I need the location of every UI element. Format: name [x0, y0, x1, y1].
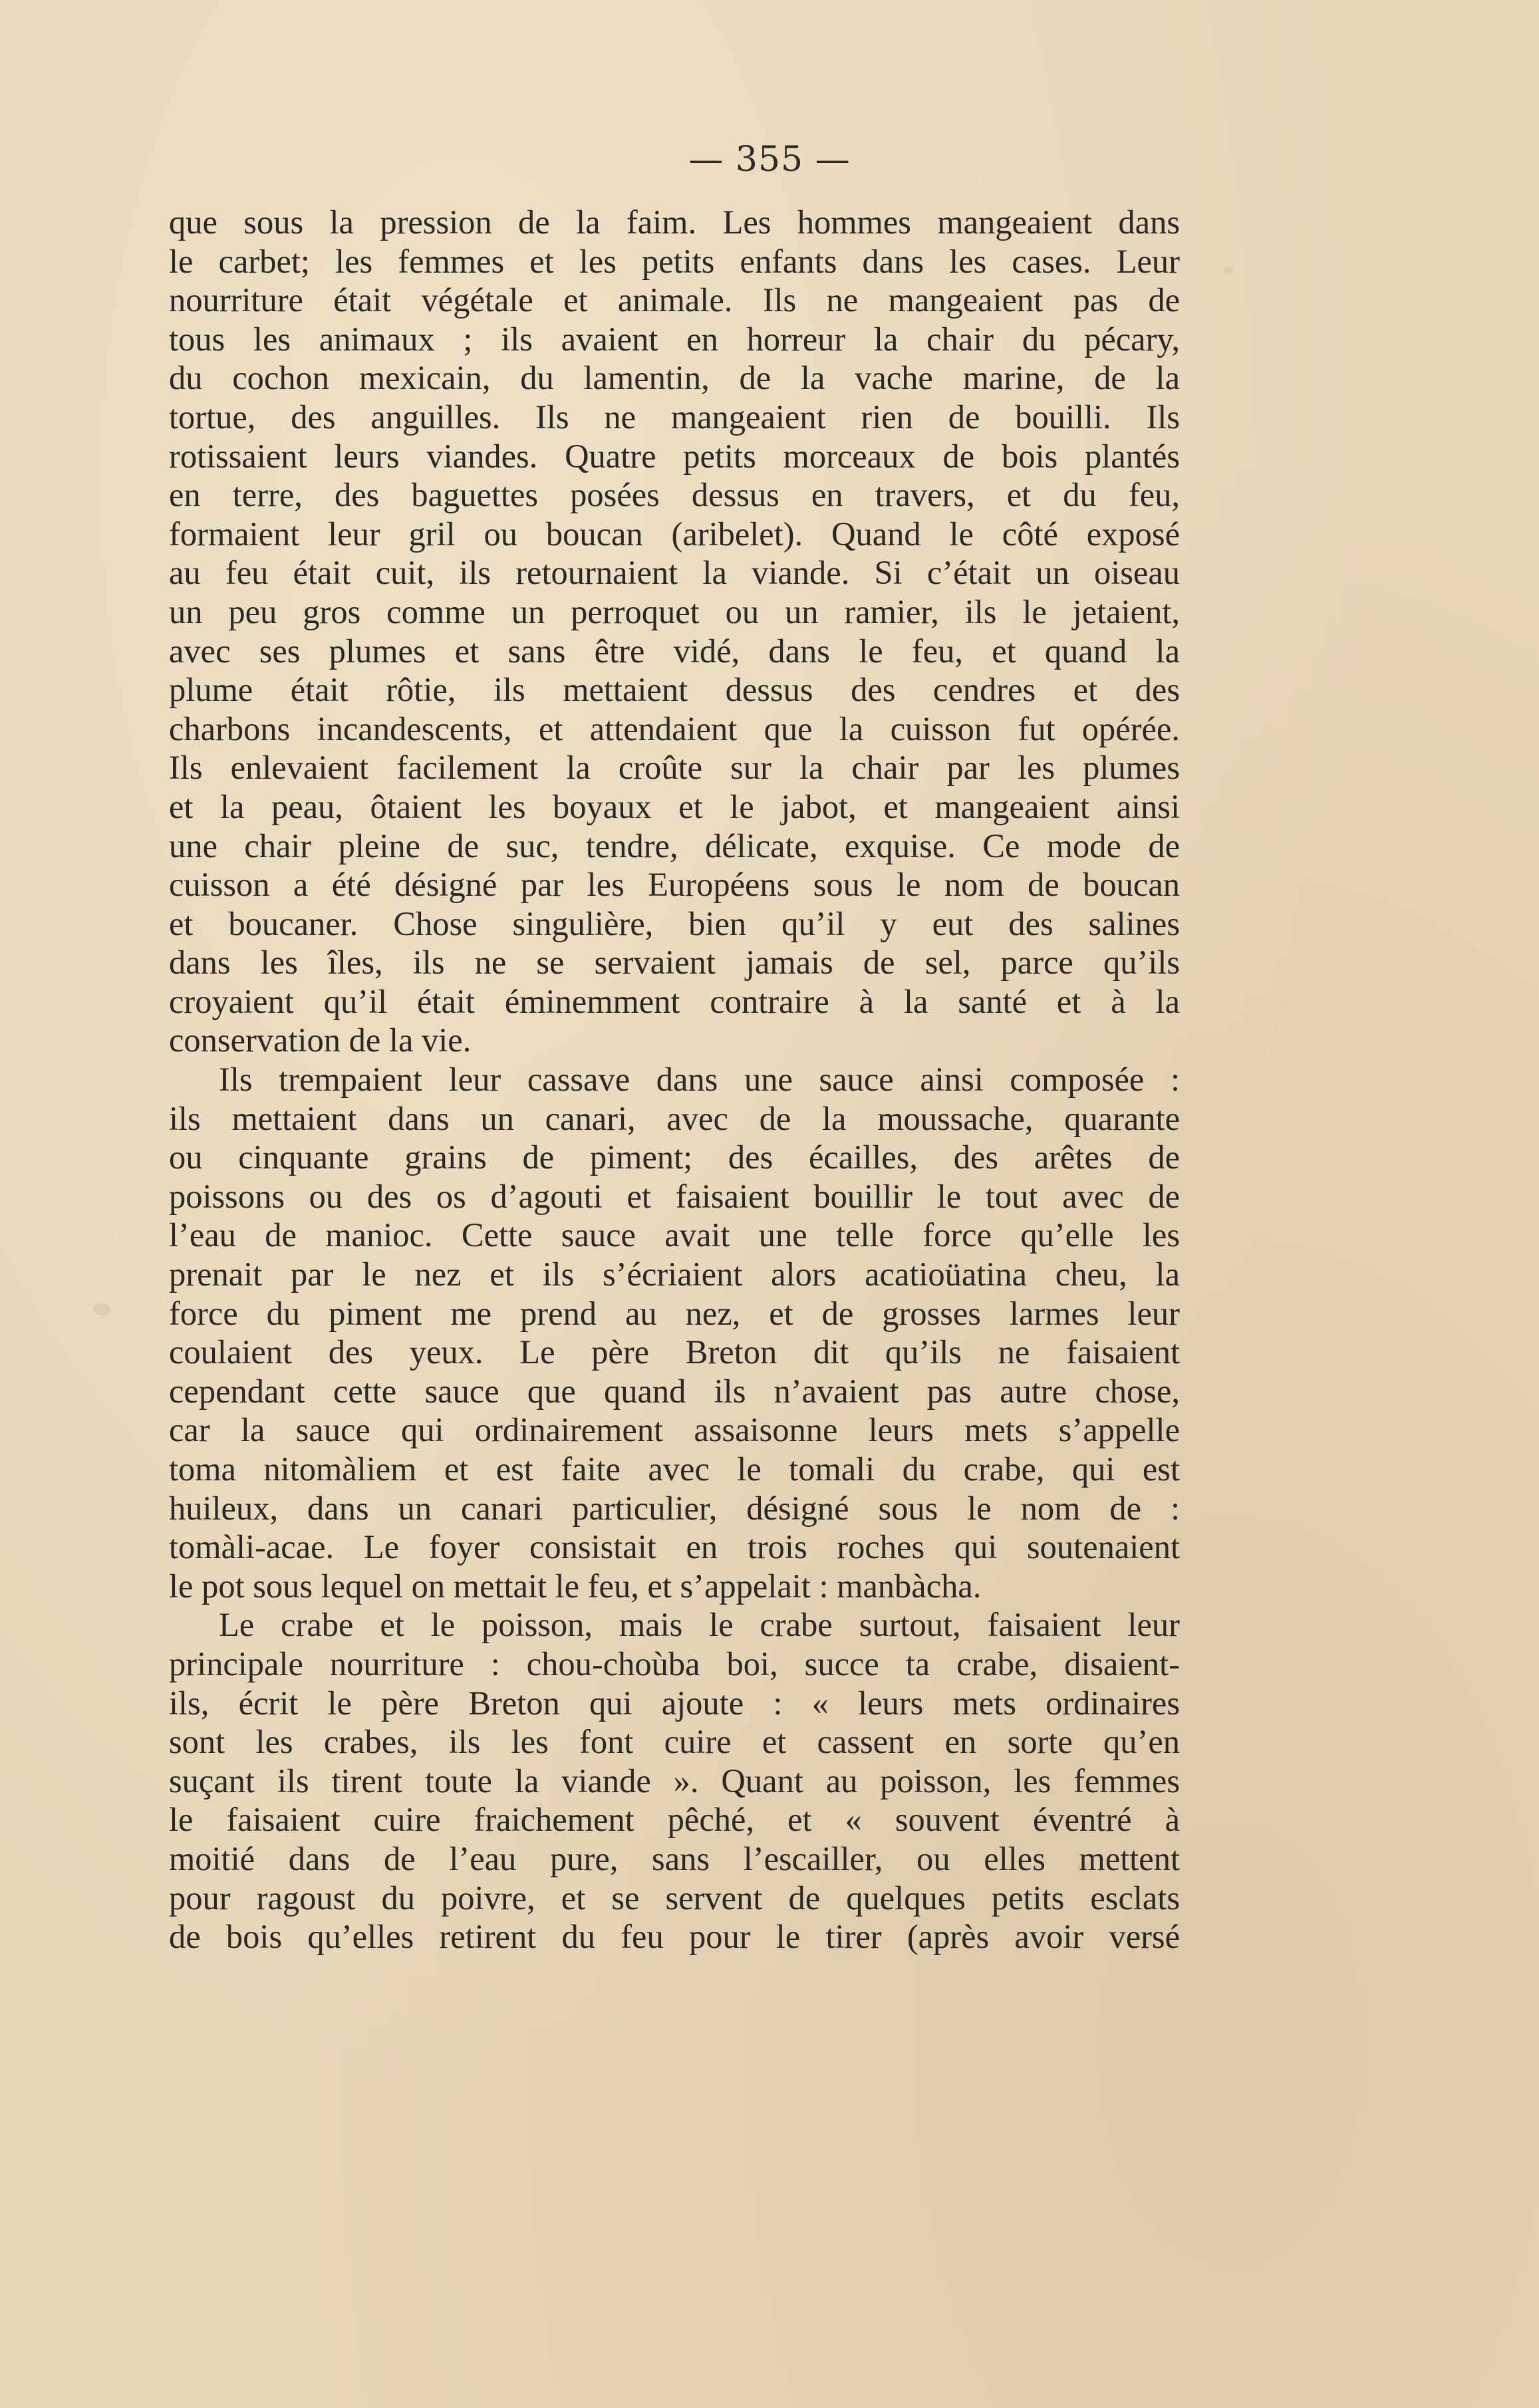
text-line: le pot sous lequel on mettait le feu, et s’appelait : manbàcha. — [169, 1567, 982, 1605]
text-line: au feu était cuit, ils retournaient la viande. Si c’était un oiseau — [169, 554, 1180, 592]
text-line: dans les îles, ils ne se servaient jamais de sel, parce qu’ils — [169, 944, 1180, 982]
text-line: coulaient des yeux. Le père Breton dit qu’ils ne faisaient — [169, 1333, 1180, 1371]
text-line: Ils trempaient leur cassave dans une sauce ainsi composée : — [219, 1061, 1180, 1099]
text-line: suçant ils tirent toute la viande ». Quant au poisson, les femmes — [169, 1762, 1180, 1800]
body-text — [169, 203, 1180, 1956]
text-line: conservation de la vie. — [169, 1021, 472, 1059]
text-line: cuisson a été désigné par les Européens sous le nom de boucan — [169, 866, 1180, 904]
text-line: car la sauce qui ordinairement assaisonne leurs mets s’appelle — [169, 1411, 1180, 1449]
paragraph-2 — [169, 1060, 1180, 1605]
text-line: prenait par le nez et ils s’écriaient alors acatioüatina cheu, la — [169, 1256, 1180, 1293]
text-line: cependant cette sauce que quand ils n’avaient pas autre chose, — [169, 1372, 1180, 1410]
text-line: du cochon mexicain, du lamentin, de la vache marine, de la — [169, 359, 1180, 397]
paper-spot — [93, 1303, 110, 1315]
text-line: avec ses plumes et sans être vidé, dans le feu, et quand la — [169, 632, 1180, 670]
text-line: Le crabe et le poisson, mais le crabe surtout, faisaient leur — [219, 1606, 1180, 1644]
text-line: ou cinquante grains de piment; des écailles, des arêtes de — [169, 1138, 1180, 1176]
text-line: poissons ou des os d’agouti et faisaient bouillir le tout avec de — [169, 1177, 1180, 1215]
text-line: et boucaner. Chose singulière, bien qu’il y eut des salines — [169, 904, 1180, 942]
text-line: un peu gros comme un perroquet ou un ramier, ils le jetaient, — [169, 593, 1180, 630]
text-line: de bois qu’elles retirent du feu pour le tirer (après avoir versé — [169, 1918, 1180, 1956]
text-line: plume était rôtie, ils mettaient dessus des cendres et des — [169, 671, 1180, 709]
text-line: croyaient qu’il était éminemment contraire à la santé et à la — [169, 982, 1180, 1020]
text-line: le faisaient cuire fraichement pêché, et « souvent éventré à — [169, 1801, 1180, 1839]
text-line: Ils enlevaient facilement la croûte sur la chair par les plumes — [169, 749, 1180, 787]
text-line: le carbet; les femmes et les petits enfants dans les cases. Leur — [169, 242, 1180, 280]
text-line: ils mettaient dans un canari, avec de la moussache, quarante — [169, 1099, 1180, 1137]
text-line: pour ragoust du poivre, et se servent de quelques petits esclats — [169, 1879, 1180, 1917]
text-line: nourriture était végétale et animale. Ils ne mangeaient pas de — [169, 281, 1180, 319]
paragraph-1 — [169, 203, 1180, 1060]
text-line: ils, écrit le père Breton qui ajoute : « leurs mets ordinaires — [169, 1684, 1180, 1722]
text-line: moitié dans de l’eau pure, sans l’escailler, ou elles mettent — [169, 1839, 1180, 1877]
text-line: sont les crabes, ils les font cuire et cassent en sorte qu’en — [169, 1723, 1180, 1761]
text-line: que sous la pression de la faim. Les hommes mangeaient dans — [169, 203, 1180, 241]
text-line: formaient leur gril ou boucan (aribelet). Quand le côté exposé — [169, 515, 1180, 553]
text-line: force du piment me prend au nez, et de grosses larmes leur — [169, 1294, 1180, 1332]
text-line: rotissaient leurs viandes. Quatre petits morceaux de bois plantés — [169, 437, 1180, 475]
page-number: — 355 — — [688, 140, 851, 180]
text-line: charbons incandescents, et attendaient que la cuisson fut opérée. — [169, 710, 1180, 747]
text-line: et la peau, ôtaient les boyaux et le jabot, et mangeaient ainsi — [169, 787, 1180, 825]
text-line: tous les animaux ; ils avaient en horreur la chair du pécary, — [169, 320, 1180, 358]
text-line: tomàli-acae. Le foyer consistait en trois roches qui soutenaient — [169, 1528, 1180, 1566]
text-line: une chair pleine de suc, tendre, délicate, exquise. Ce mode de — [169, 827, 1180, 865]
paper-spot — [1224, 266, 1233, 274]
text-line: huileux, dans un canari particulier, désigné sous le nom de : — [169, 1489, 1180, 1527]
text-line: en terre, des baguettes posées dessus en travers, et du feu, — [169, 476, 1180, 514]
paragraph-3 — [169, 1605, 1180, 1956]
text-line: toma nitomàliem et est faite avec le tomali du crabe, qui est — [169, 1450, 1180, 1488]
text-line: l’eau de manioc. Cette sauce avait une telle force qu’elle les — [169, 1216, 1180, 1254]
text-line: tortue, des anguilles. Ils ne mangeaient rien de bouilli. Ils — [169, 398, 1180, 436]
text-line: principale nourriture : chou-choùba boi, succe ta crabe, disaient- — [169, 1645, 1180, 1682]
